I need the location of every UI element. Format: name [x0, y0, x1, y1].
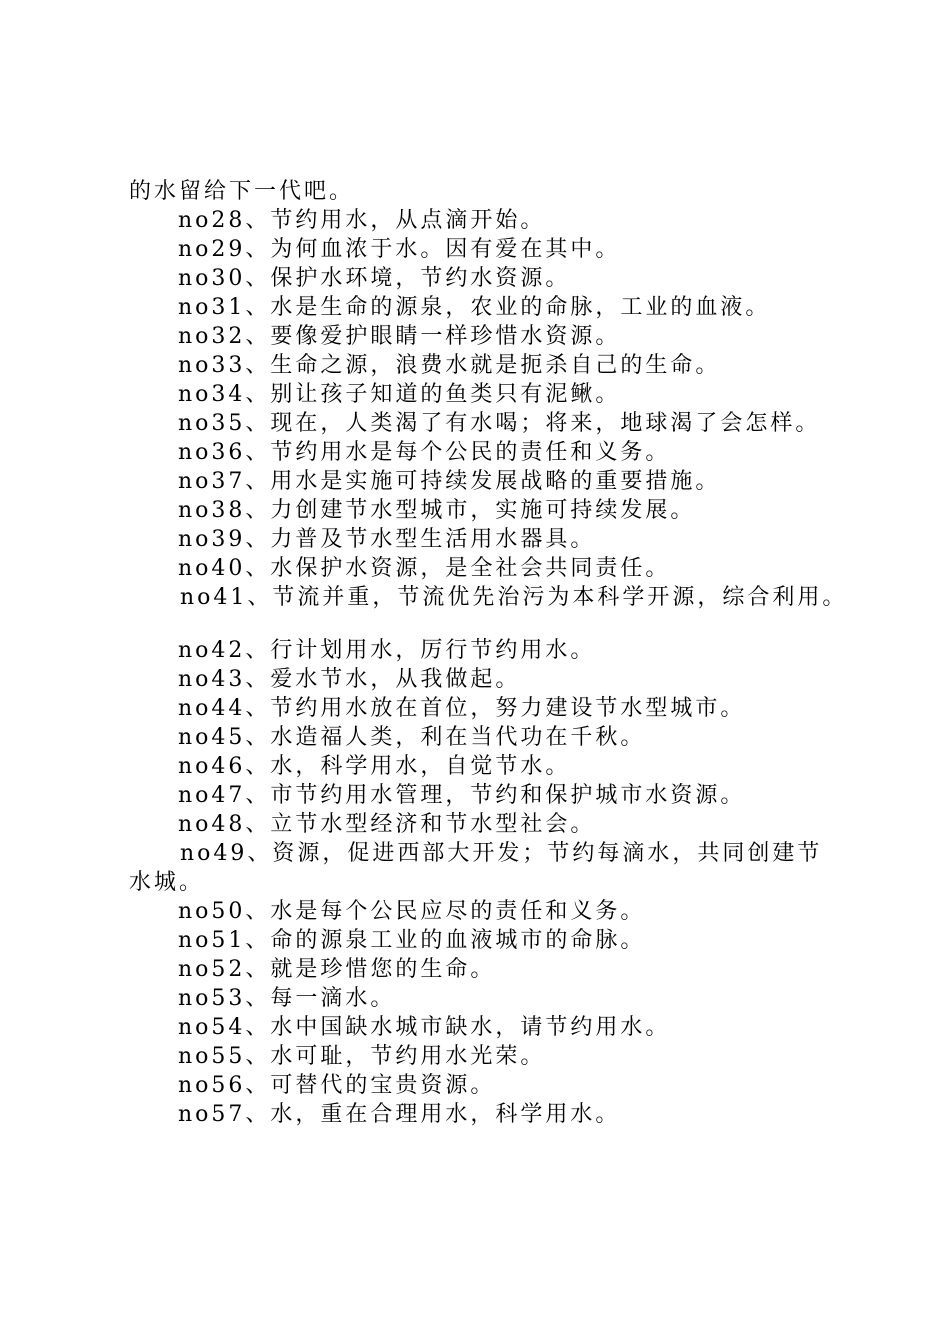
slogan-line-44: no44、节约用水放在首位，努力建设节水型城市。 [178, 696, 746, 721]
slogan-line-53: no53、每一滴水。 [178, 986, 396, 1011]
slogan-line-49: no49、资源，促进西部大开发；节约每滴水，共同创建节 [180, 841, 823, 866]
slogan-line-40: no40、水保护水资源，是全社会共同责任。 [178, 556, 671, 581]
paragraph-gap [129, 612, 839, 636]
slogan-line-36: no36、节约用水是每个公民的责任和义务。 [178, 440, 671, 465]
slogan-line-31: no31、水是生命的源泉，农业的命脉，工业的血液。 [178, 295, 771, 320]
slogan-line-32: no32、要像爱护眼睛一样珍惜水资源。 [178, 324, 621, 349]
slogan-line-48: no48、立节水型经济和节水型社会。 [178, 812, 596, 837]
slogan-line-56: no56、可替代的宝贵资源。 [178, 1073, 496, 1098]
slogan-line-28: no28、节约用水，从点滴开始。 [178, 208, 546, 233]
slogan-line-47: no47、市节约用水管理，节约和保护城市水资源。 [178, 783, 746, 808]
slogan-line-29: no29、为何血浓于水。因有爱在其中。 [178, 237, 621, 262]
slogan-line-50: no50、水是每个公民应尽的责任和义务。 [178, 899, 646, 924]
slogan-line-35: no35、现在，人类渴了有水喝；将来，地球渴了会怎样。 [178, 411, 821, 436]
slogan-line-45: no45、水造福人类，利在当代功在千秋。 [178, 725, 646, 750]
slogan-line-34: no34、别让孩子知道的鱼类只有泥鳅。 [178, 382, 621, 407]
slogan-line-49-continued: 水城。 [129, 870, 205, 895]
slogan-line-33: no33、生命之源，浪费水就是扼杀自己的生命。 [178, 353, 721, 378]
document-body [129, 177, 848, 1129]
slogan-line-51: no51、命的源泉工业的血液城市的命脉。 [178, 928, 646, 953]
slogan-line-46: no46、水，科学用水，自觉节水。 [178, 754, 571, 779]
slogan-line-52: no52、就是珍惜您的生命。 [178, 957, 496, 982]
slogan-line-42: no42、行计划用水，厉行节约用水。 [178, 638, 596, 663]
slogan-line-43: no43、爱水节水，从我做起。 [178, 667, 521, 692]
slogan-line-30: no30、保护水环境，节约水资源。 [178, 266, 571, 291]
text-line: 的水留给下一代吧。 [129, 179, 355, 204]
slogan-line-54: no54、水中国缺水城市缺水，请节约用水。 [178, 1015, 671, 1040]
slogan-line-41: no41、节流并重，节流优先治污为本科学开源，综合利用。 [180, 585, 848, 610]
slogan-line-38: no38、力创建节水型城市，实施可持续发展。 [178, 498, 696, 523]
slogan-line-37: no37、用水是实施可持续发展战略的重要措施。 [178, 469, 721, 494]
slogan-line-39: no39、力普及节水型生活用水器具。 [178, 527, 596, 552]
slogan-line-57: no57、水，重在合理用水，科学用水。 [178, 1102, 621, 1127]
slogan-line-55: no55、水可耻，节约用水光荣。 [178, 1044, 546, 1069]
